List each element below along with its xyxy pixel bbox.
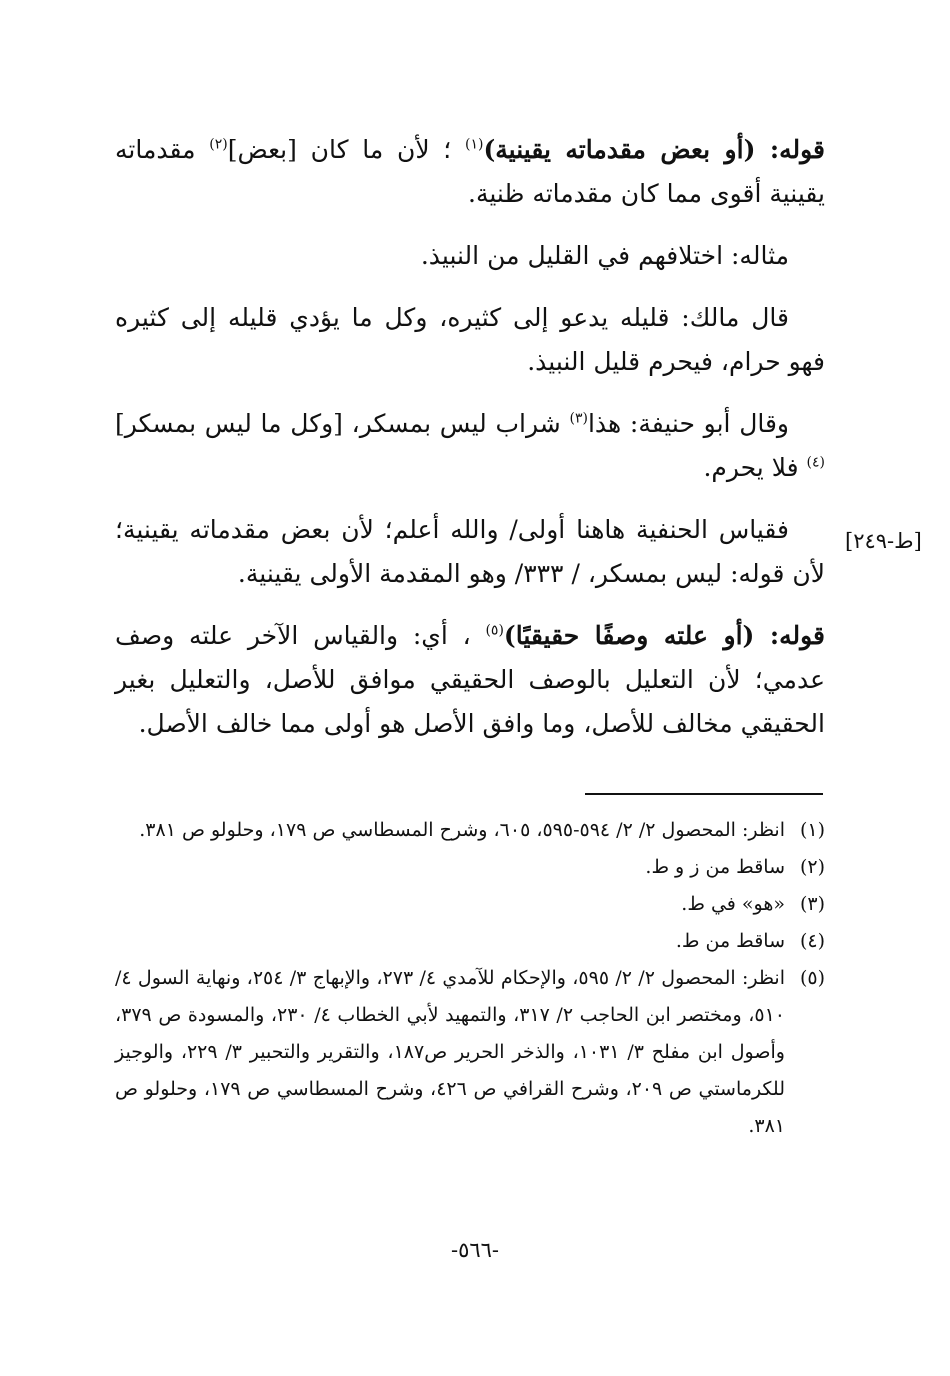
margin-page-reference: [ط-٢٤٩] [845, 529, 922, 553]
paragraph-text: ، أي: والقياس الآخر علته وصف عدمي؛ لأن التعليل بالوصف الحقيقي موافق للأصل، والتعليل بغير الحقيقي مخالف للأصل، وما وافق الأصل هو أولى مما خالف الأصل. [115, 621, 825, 738]
footnote-4 [115, 923, 825, 960]
footnote-number: (٢) [799, 856, 825, 878]
footnote-ref: (٤) [806, 454, 825, 471]
footnote-1 [115, 812, 825, 849]
paragraph-5: فقياس الحنفية هاهنا أولى/ والله أعلم؛ لأن بعض مقدماته يقينية؛ لأن قوله: ليس بمسكر، / ٣٣٣/ وهو المقدمة الأولى يقينية. [115, 515, 825, 588]
paragraph-text: ؛ لأن ما كان [بعض] [227, 135, 465, 164]
footnote-number: (٣) [799, 893, 825, 915]
paragraph-4 [115, 402, 825, 490]
footnote-text: ساقط من ط. [675, 930, 785, 952]
footnote-number: (٤) [799, 930, 825, 952]
footnote-3 [115, 886, 825, 923]
footnote-text: ساقط من ز و ط. [645, 856, 785, 878]
page-number: -٥٦٦- [450, 1238, 500, 1262]
paragraph-text: مقدماته يقينية أقوى مما كان مقدماته ظنية. [115, 135, 825, 208]
footnote-text: انظر: المحصول ٢/ ٢/ ٥٩٤-٥٩٥، ٦٠٥، وشرح المسطاسي ص ١٧٩، وحلولو ص ٣٨١. [139, 819, 785, 841]
footnote-separator [585, 793, 823, 795]
paragraph-text: فلا يحرم. [703, 453, 807, 482]
quoted-heading: قوله: (أو بعض مقدماته يقينية) [483, 135, 825, 164]
footnote-ref: (٢) [209, 136, 228, 153]
paragraph-text: شراب ليس بمسكر، [وكل ما ليس بمسكر] [115, 409, 570, 438]
footnote-ref: (١) [464, 136, 484, 153]
quoted-heading: قوله: (أو علته وصفًا حقيقيًا) [503, 621, 826, 650]
paragraph-text: وقال أبو حنيفة: هذا [587, 409, 789, 438]
footnote-ref: (٣) [569, 410, 588, 427]
footnotes [115, 812, 825, 1145]
paragraph-6 [115, 614, 825, 746]
paragraph-2: مثاله: اختلافهم في القليل من النبيذ. [420, 241, 789, 270]
paragraph-1 [115, 128, 825, 216]
footnote-number: (١) [799, 819, 825, 841]
footnote-5 [115, 960, 825, 1145]
footnote-number: (٥) [799, 967, 825, 989]
footnote-text: انظر: المحصول ٢/ ٢/ ٥٩٥، والإحكام للآمدي ٤/ ٢٧٣، والإبهاج ٣/ ٢٥٤، ونهاية السول ٤/ ٥١٠، ومختصر ابن الحاجب ٢/ ٣١٧، والتمهيد لأبي الخطاب ٤/ ٢٣٠، والمسودة ص ٣٧٩، وأصول ابن مفلح ٣/ ١٠٣١، والذخر الحرير ص١٨٧، والتقرير والتحبير ٣/ ٢٢٩، والوجيز للكرماستي ص ٢٠٩، وشرح القرافي ص ٤٢٦، وشرح المسطاسي ص ١٧٩، وحلولو ص ٣٨١. [115, 967, 785, 1137]
footnote-text: «هو» في ط. [681, 893, 785, 915]
footnote-ref: (٥) [485, 622, 504, 639]
paragraph-3: قال مالك: قليله يدعو إلى كثيره، وكل ما يؤدي قليله إلى كثيره فهو حرام، فيحرم قليل النبيذ. [115, 303, 825, 376]
footnote-2 [115, 849, 825, 886]
main-text [115, 128, 825, 764]
